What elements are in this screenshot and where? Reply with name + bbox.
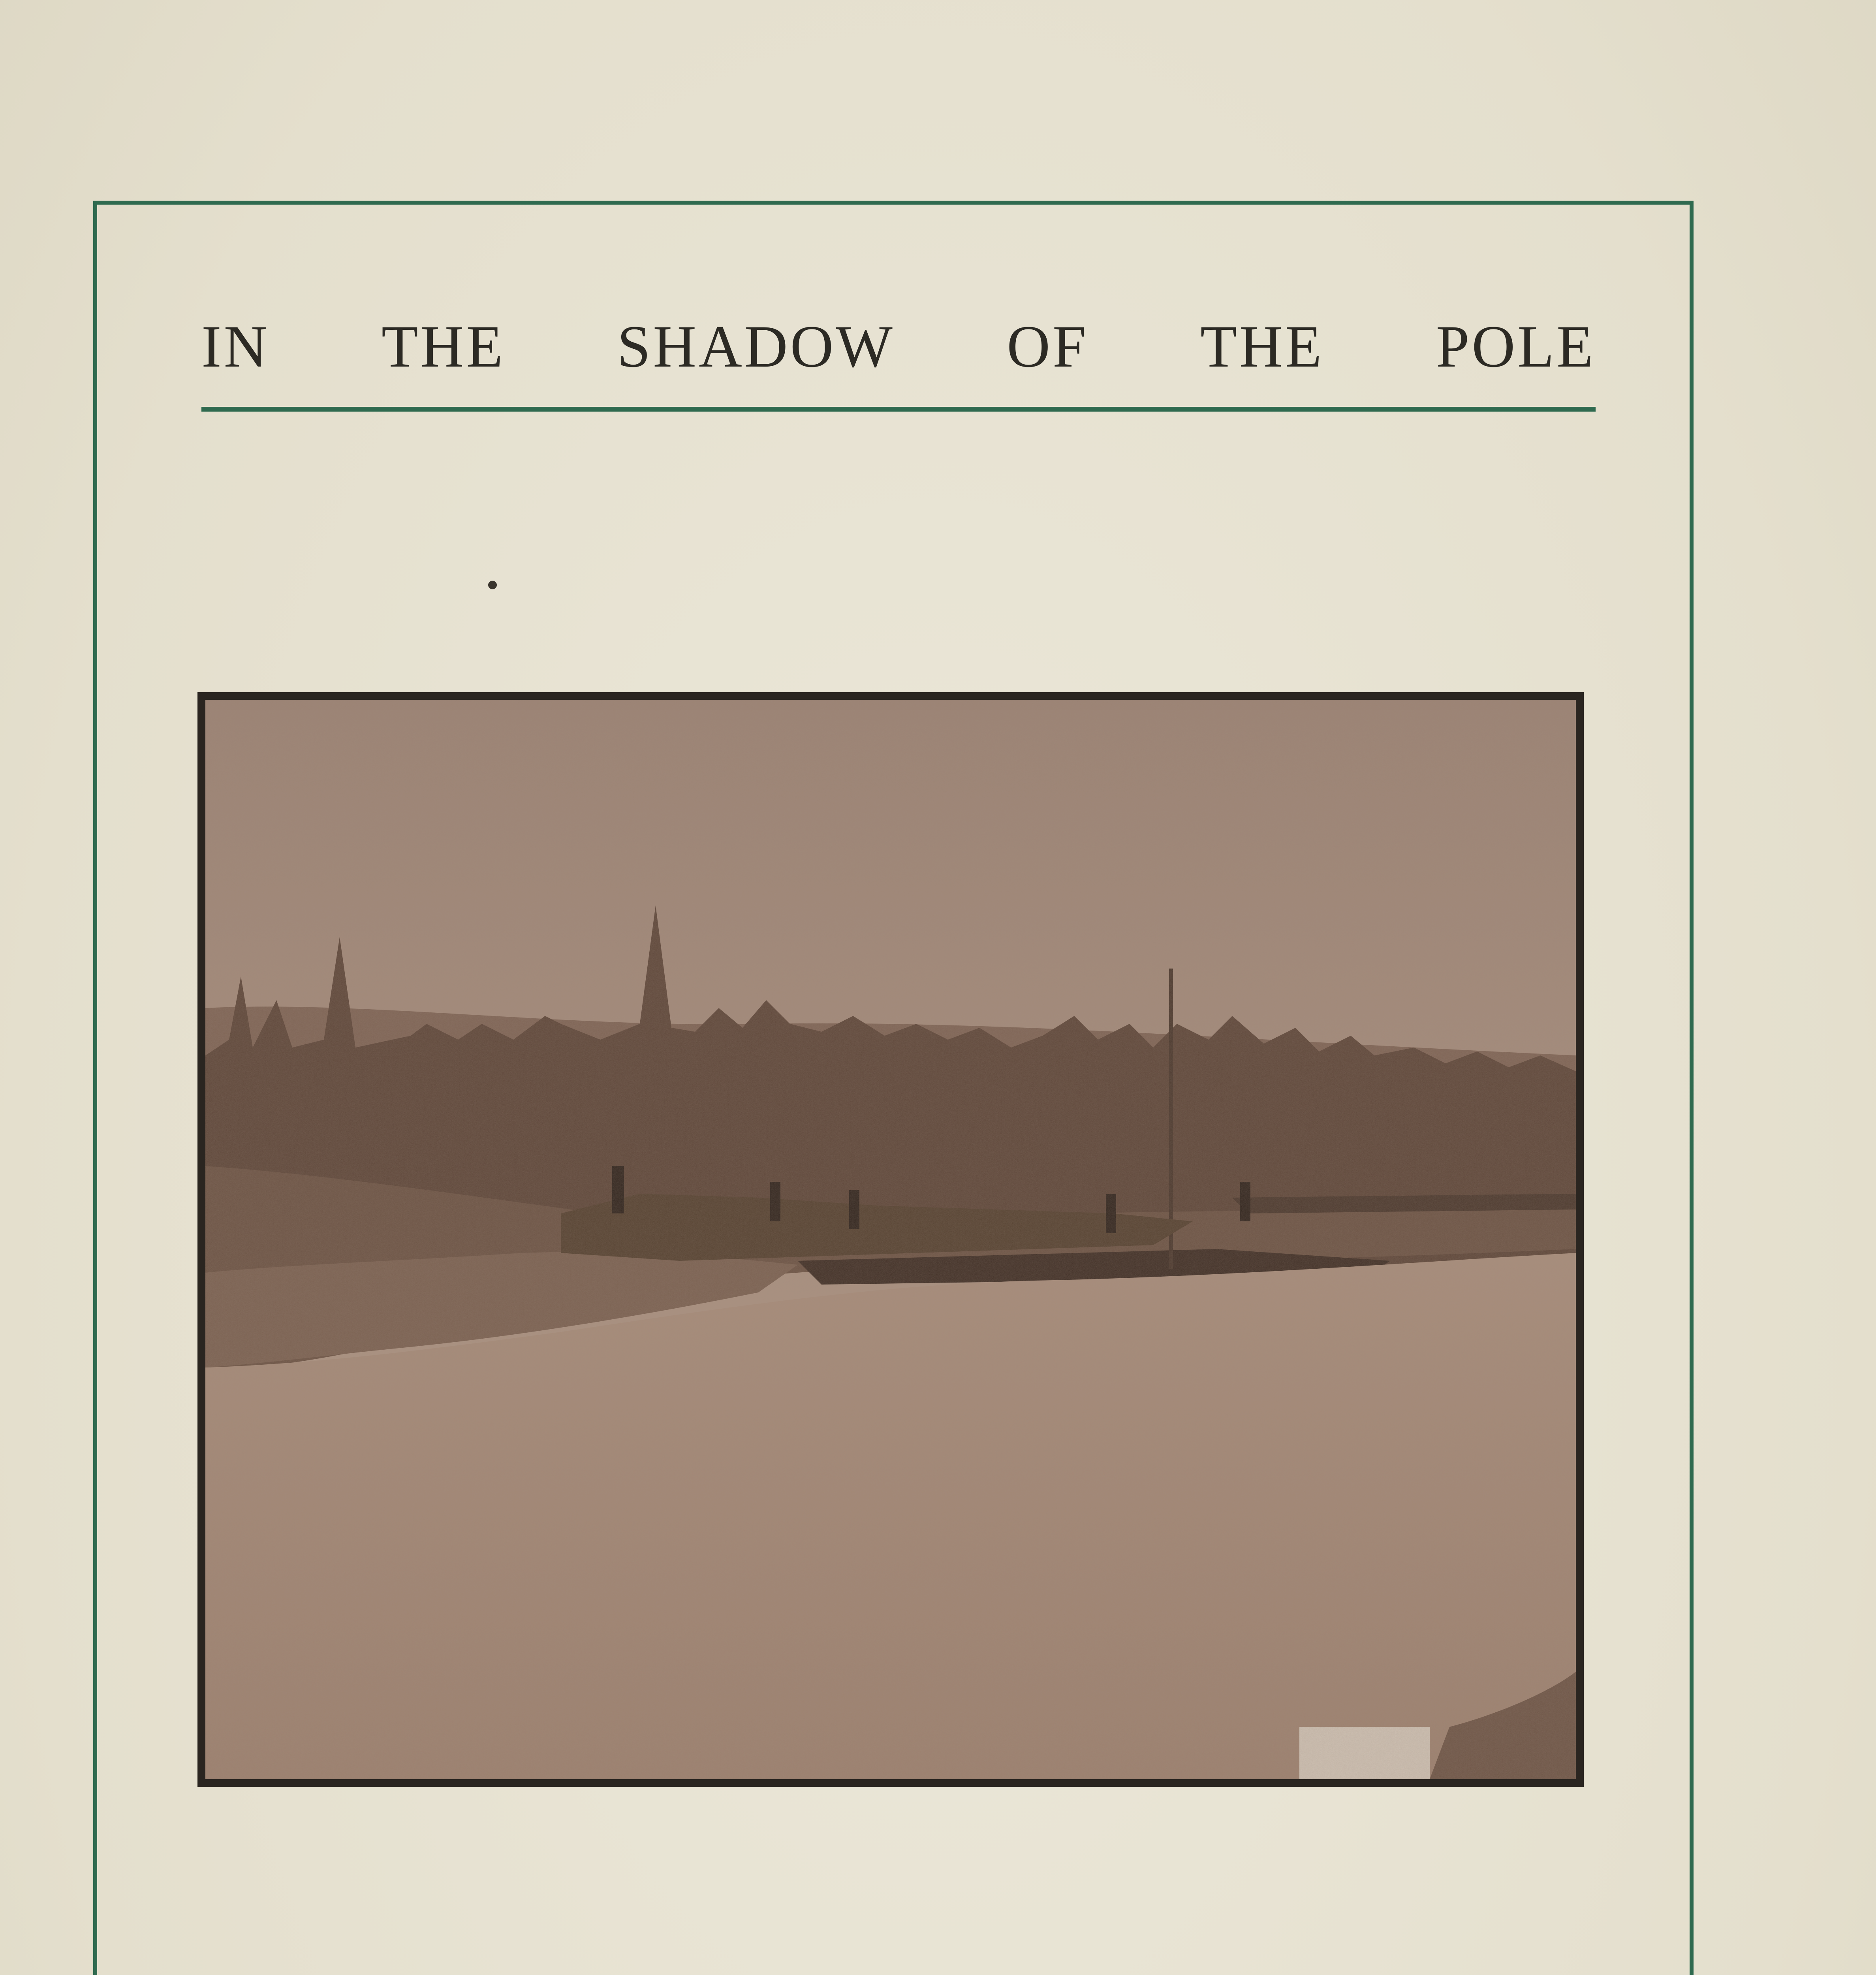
photo-image [205, 700, 1576, 1779]
title-word: OF [1007, 313, 1088, 380]
river-landing-photo [197, 692, 1584, 1787]
page-title [201, 312, 1596, 381]
title-word: IN [201, 313, 270, 380]
title-word: THE [381, 313, 506, 380]
title-word: THE [1200, 313, 1324, 380]
title-word: POLE [1436, 313, 1596, 380]
title-word: SHADOW [617, 313, 895, 380]
title-underline [201, 407, 1596, 412]
stray-ink-dot [488, 581, 497, 589]
